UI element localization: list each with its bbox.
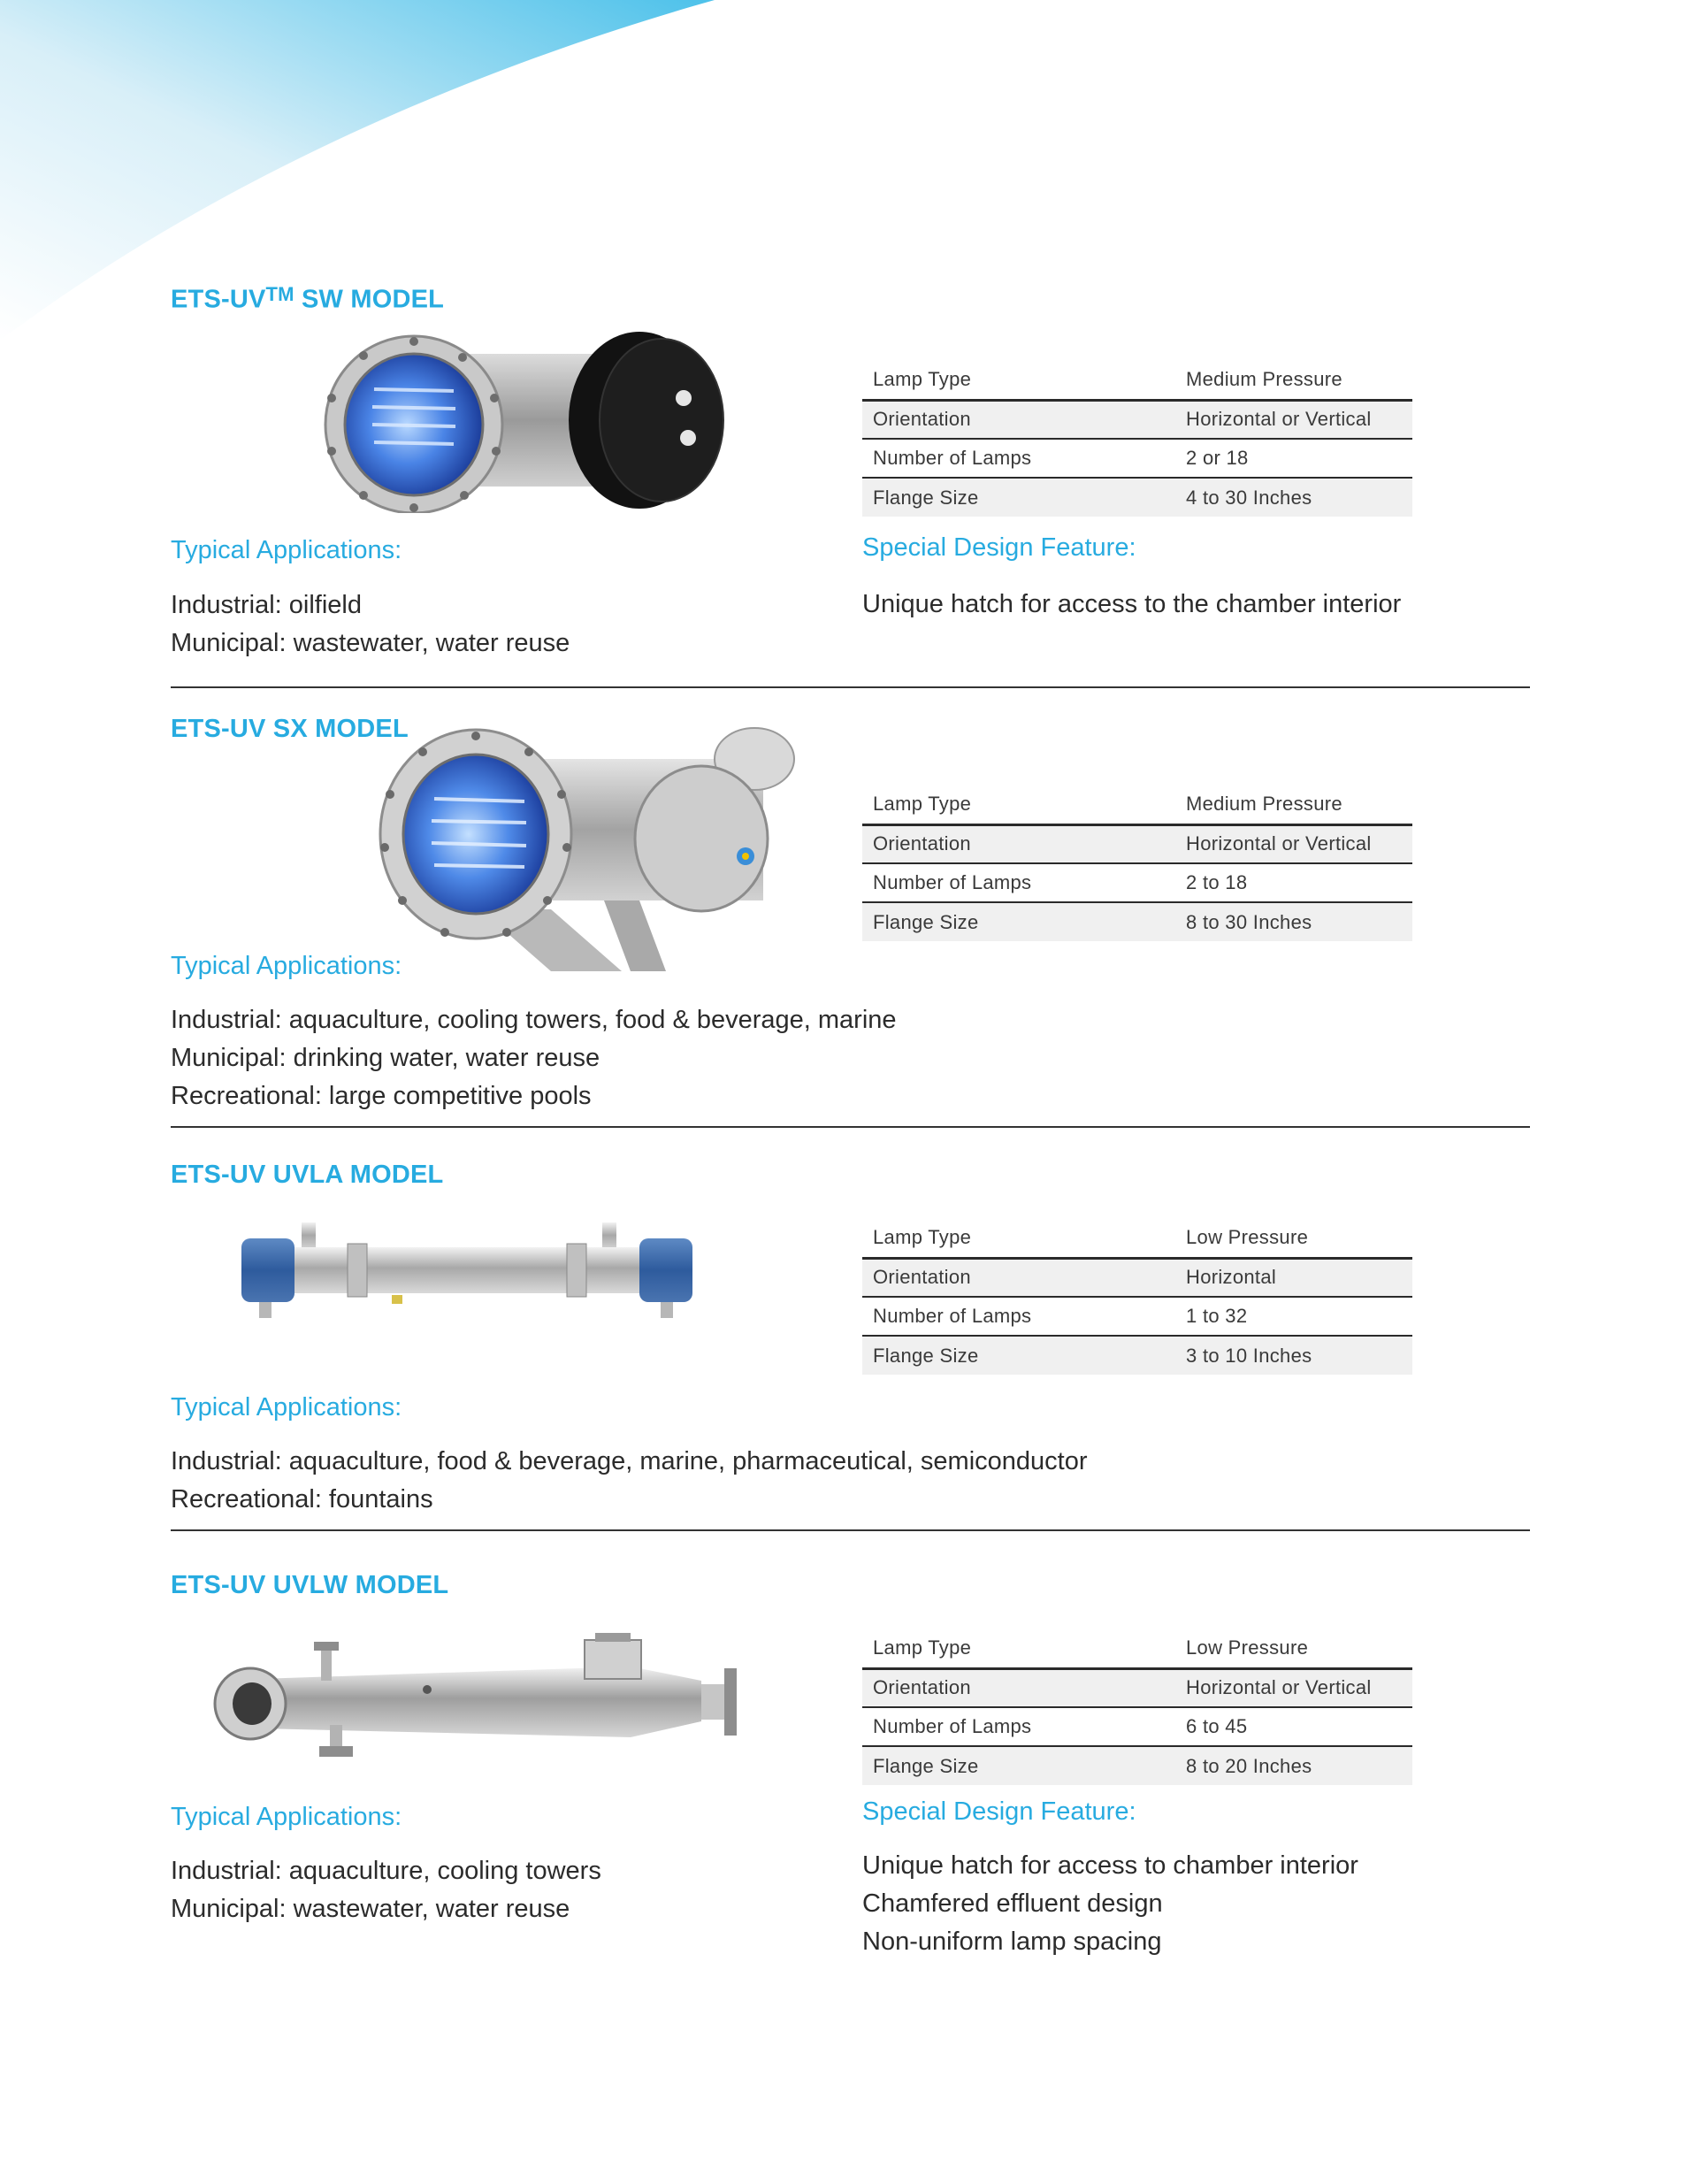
feature-list <box>862 586 1401 624</box>
spec-row <box>862 785 1412 824</box>
section-divider <box>171 686 1530 688</box>
spec-table <box>862 785 1412 941</box>
spec-table <box>862 1219 1412 1375</box>
applications-list <box>171 1001 897 1115</box>
applications-list <box>171 1443 1088 1519</box>
spec-row <box>862 1629 1412 1668</box>
spec-label: Orientation <box>873 1676 971 1699</box>
model-section-sx <box>171 715 1530 1122</box>
spec-value: Horizontal or Vertical <box>1186 1676 1372 1699</box>
applications-list <box>171 1852 601 1928</box>
spec-value: Horizontal or Vertical <box>1186 832 1372 855</box>
uvlw-uv-reactor-image <box>206 1633 781 1766</box>
applications-heading: Typical Applications: <box>171 952 402 980</box>
spec-row <box>862 902 1412 941</box>
feature-item: Unique hatch for access to the chamber interior <box>862 590 1402 618</box>
spec-label: Flange Size <box>873 486 979 509</box>
feature-item: Non-uniform lamp spacing <box>862 1927 1162 1956</box>
spec-value: Horizontal or Vertical <box>1186 408 1372 431</box>
application-item: Recreational: large competitive pools <box>171 1082 592 1110</box>
spec-row <box>862 478 1412 517</box>
model-title: ETS-UV UVLW MODEL <box>171 1571 449 1599</box>
application-item: Municipal: drinking water, water reuse <box>171 1044 600 1072</box>
feature-heading: Special Design Feature: <box>862 1797 1136 1826</box>
applications-heading: Typical Applications: <box>171 1803 402 1831</box>
spec-label: Flange Size <box>873 910 979 933</box>
model-title: ETS-UV UVLA MODEL <box>171 1161 444 1189</box>
spec-value: 2 to 18 <box>1186 871 1248 893</box>
feature-item: Unique hatch for access to chamber interior <box>862 1851 1358 1880</box>
section-divider <box>171 1529 1530 1531</box>
spec-value: 3 to 10 Inches <box>1186 1344 1312 1367</box>
feature-heading: Special Design Feature: <box>862 533 1136 562</box>
spec-value: 6 to 45 <box>1186 1715 1248 1737</box>
spec-value: Medium Pressure <box>1186 368 1342 391</box>
sx-uv-reactor-image <box>374 724 852 971</box>
spec-row <box>862 1668 1412 1707</box>
spec-value: 2 or 18 <box>1186 447 1249 469</box>
spec-row <box>862 361 1412 400</box>
spec-row <box>862 863 1412 902</box>
spec-value: 8 to 30 Inches <box>1186 910 1312 933</box>
applications-heading: Typical Applications: <box>171 1393 402 1422</box>
spec-row <box>862 439 1412 478</box>
spec-label: Lamp Type <box>873 793 972 816</box>
application-item: Municipal: wastewater, water reuse <box>171 1895 570 1923</box>
feature-list <box>862 1847 1358 1961</box>
spec-row <box>862 1219 1412 1258</box>
spec-label: Number of Lamps <box>873 1715 1032 1737</box>
application-item: Industrial: oilfield <box>171 591 362 619</box>
spec-label: Orientation <box>873 832 971 855</box>
spec-row <box>862 1707 1412 1746</box>
spec-row <box>862 400 1412 439</box>
spec-row <box>862 1297 1412 1336</box>
spec-row <box>862 824 1412 863</box>
application-item: Industrial: aquaculture, cooling towers, food & beverage, marine <box>171 1006 897 1034</box>
feature-item: Chamfered effluent design <box>862 1889 1163 1918</box>
spec-row <box>862 1746 1412 1785</box>
sw-uv-reactor-image <box>321 327 816 513</box>
spec-label: Number of Lamps <box>873 871 1032 893</box>
model-section-sw <box>171 283 1530 663</box>
section-divider <box>171 1126 1530 1128</box>
applications-heading: Typical Applications: <box>171 536 402 564</box>
spec-label: Flange Size <box>873 1344 979 1367</box>
applications-list <box>171 586 570 663</box>
spec-value: Medium Pressure <box>1186 793 1342 816</box>
application-item: Industrial: aquaculture, cooling towers <box>171 1857 601 1885</box>
spec-label: Orientation <box>873 408 971 431</box>
spec-label: Number of Lamps <box>873 447 1032 469</box>
spec-value: Low Pressure <box>1186 1636 1309 1659</box>
spec-table <box>862 361 1412 517</box>
model-section-uvla <box>171 1161 1530 1514</box>
spec-value: 4 to 30 Inches <box>1186 486 1312 509</box>
spec-value: Horizontal <box>1186 1266 1277 1289</box>
spec-label: Number of Lamps <box>873 1305 1032 1327</box>
spec-row <box>862 1336 1412 1375</box>
spec-value: 1 to 32 <box>1186 1305 1248 1327</box>
spec-label: Lamp Type <box>873 368 972 391</box>
model-title: ETS-UV™ SW MODEL <box>171 283 445 314</box>
application-item: Municipal: wastewater, water reuse <box>171 629 570 657</box>
spec-label: Lamp Type <box>873 1226 972 1249</box>
application-item: Recreational: fountains <box>171 1485 433 1513</box>
spec-table <box>862 1629 1412 1785</box>
spec-value: 8 to 20 Inches <box>1186 1754 1312 1777</box>
uvla-uv-reactor-image <box>241 1222 710 1337</box>
spec-value: Low Pressure <box>1186 1226 1309 1249</box>
spec-label: Lamp Type <box>873 1636 972 1659</box>
model-title: ETS-UV SX MODEL <box>171 715 409 743</box>
model-section-uvlw <box>171 1571 1530 1987</box>
spec-label: Orientation <box>873 1266 971 1289</box>
spec-row <box>862 1258 1412 1297</box>
spec-label: Flange Size <box>873 1754 979 1777</box>
application-item: Industrial: aquaculture, food & beverage, marine, pharmaceutical, semiconductor <box>171 1447 1088 1475</box>
